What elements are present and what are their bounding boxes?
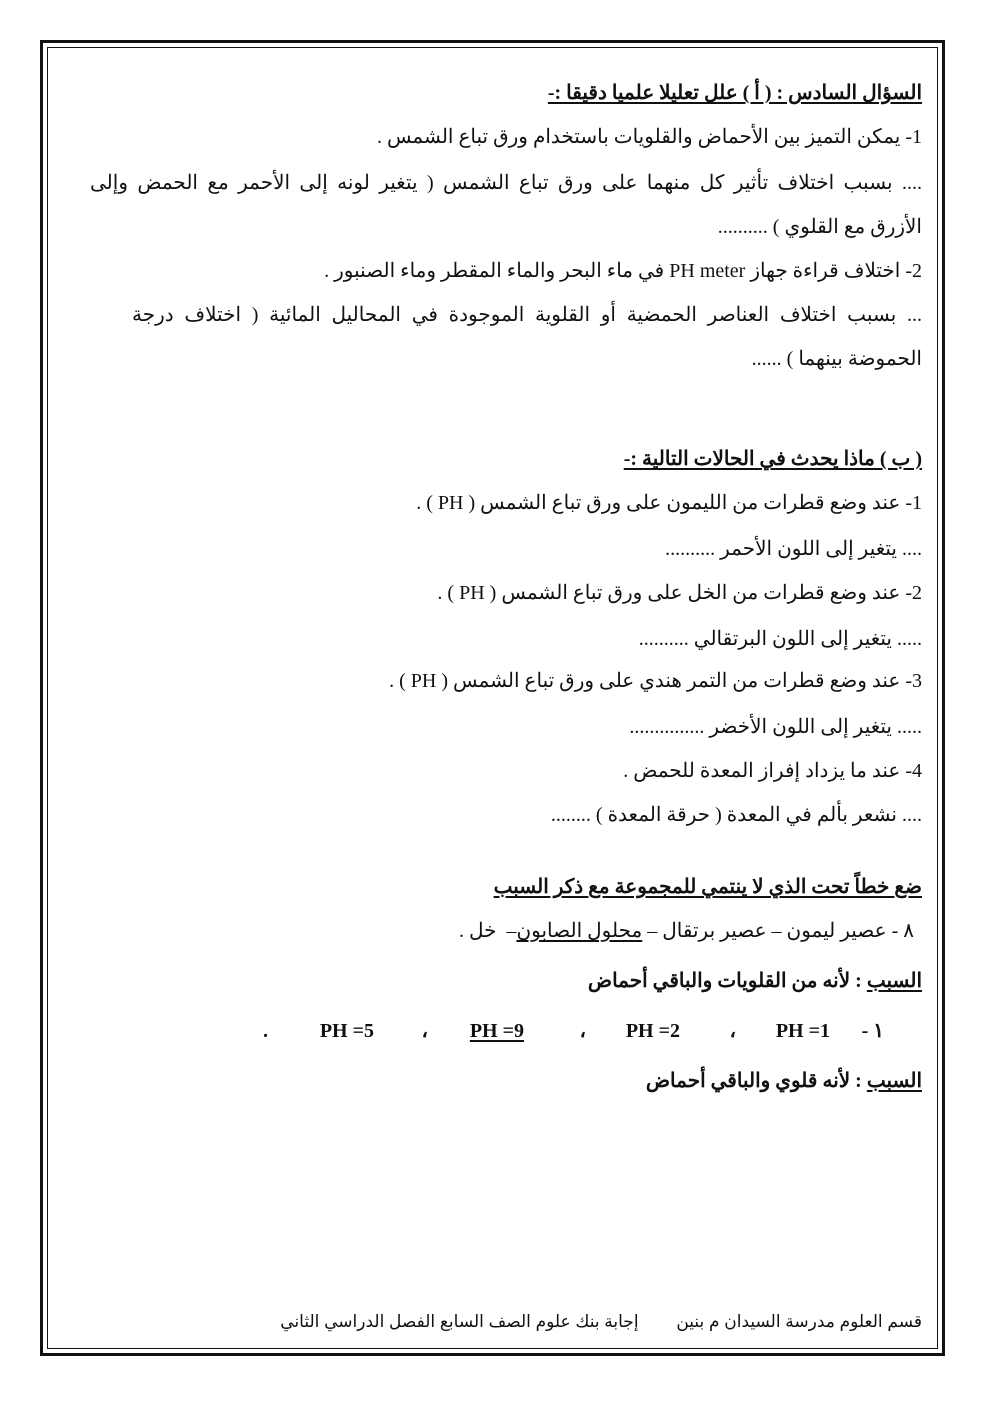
partB-item1-answer: .... يتغير إلى اللون الأحمر .......... <box>665 538 922 560</box>
footer-school: قسم العلوم مدرسة السيدان م بنين <box>676 1312 922 1331</box>
partC-q8-options: ٨ - عصير ليمون – عصير برتقال – محلول الصابون– خل . <box>458 920 914 942</box>
q6-item1-question: 1- يمكن التميز بين الأحماض والقلويات باستخدام ورق تباع الشمس . <box>376 126 922 148</box>
q8-option-d: خل . <box>458 920 497 942</box>
partB-item2-question: 2- عند وضع قطرات من الخل على ورق تباع الشمس ( PH ) . <box>437 582 922 604</box>
q6-item2-answer-line1: ... بسبب اختلاف العناصر الحمضية أو القلوية الموجودة في المحاليل المائية ( اختلاف درجة <box>132 304 922 326</box>
q1-option-4: PH =5 <box>319 1020 374 1042</box>
q1-option-1: PH =1 <box>775 1020 830 1042</box>
partC-q1-options: ١ - PH =1 ، PH =2 ، PH =9 ، PH =5 . <box>90 1016 922 1046</box>
q8-reason-text: : لأنه من القلويات والباقي أحماض <box>587 970 862 992</box>
q8-reason-label: السبب <box>866 970 922 992</box>
q1-reason-label: السبب <box>866 1070 922 1092</box>
q1-reason <box>646 1066 922 1096</box>
page-border-inner <box>47 47 938 1349</box>
partB-item4-answer: .... نشعر بألم في المعدة ( حرقة المعدة ) ........ <box>550 804 922 826</box>
q8-reason <box>588 966 922 996</box>
q6-item1-answer-line2: الأزرق مع القلوي ) .......... <box>717 216 922 238</box>
q1-option-2: PH =2 <box>625 1020 680 1042</box>
q1-number: ١ - <box>861 1020 884 1042</box>
q8-option-a: عصير ليمون <box>786 920 887 942</box>
partB-item2-answer: ..... يتغير إلى اللون البرتقالي .......... <box>638 628 922 650</box>
q1-reason-text: : لأنه قلوي والباقي أحماض <box>645 1070 862 1092</box>
q8-option-c-underlined: محلول الصابون <box>516 920 643 942</box>
q6-item1-answer-line1: .... بسبب اختلاف تأثير كل منهما على ورق تباع الشمس ( يتغير لونه إلى الأحمر مع الحمض وإلى <box>90 172 922 194</box>
partC-title: ضع خطاً تحت الذي لا ينتمي للمجموعة مع ذكر السبب <box>493 876 922 898</box>
partB-title: ( ب ) ماذا يحدث في الحالات التالية :- <box>623 448 922 470</box>
page-footer <box>280 1312 922 1332</box>
partB-item3-answer: ..... يتغير إلى اللون الأخضر ............... <box>629 716 922 738</box>
partB-item1-question: 1- عند وضع قطرات من الليمون على ورق تباع الشمس ( PH ) . <box>416 492 922 514</box>
q1-option-3-underlined: PH =9 <box>469 1020 524 1042</box>
partB-item3-question: 3- عند وضع قطرات من التمر هندي على ورق تباع الشمس ( PH ) . <box>389 670 922 692</box>
q8-number: ٨ - <box>891 920 914 942</box>
q8-option-b: عصير برتقال <box>662 920 767 942</box>
q6-item2-question: 2- اختلاف قراءة جهاز PH meter في ماء البحر والماء المقطر وماء الصنبور . <box>324 260 922 282</box>
partB-item4-question: 4- عند ما يزداد إفراز المعدة للحمض . <box>623 760 922 782</box>
q6-title: السؤال السادس : ( أ ) علل تعليلا علميا دقيقا :- <box>547 82 922 104</box>
footer-title: إجابة بنك علوم الصف السابع الفصل الدراسي الثاني <box>280 1312 639 1331</box>
q6-item2-answer-line2: الحموضة بينهما ) ...... <box>751 348 922 370</box>
